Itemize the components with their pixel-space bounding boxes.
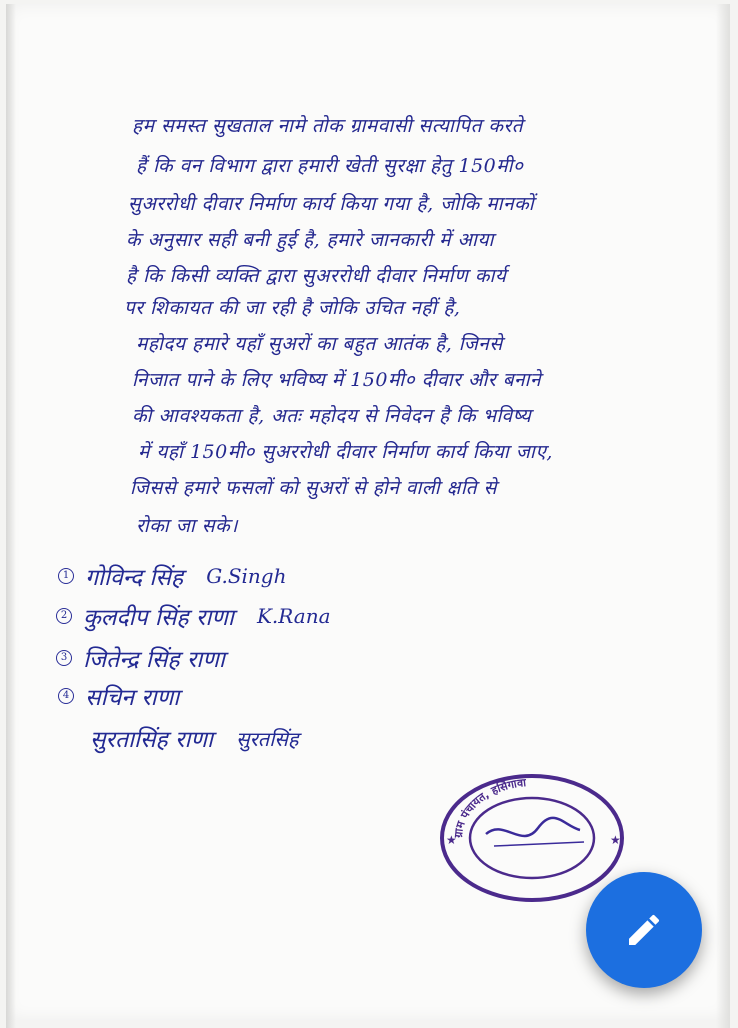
letter-line: के अनुसार सही बनी हुई है, हमारे जानकारी में आया (126, 229, 494, 251)
signatory-signature: G.Singh (206, 564, 287, 588)
letter-line: निजात पाने के लिए भविष्य में 150मी० दीवार और बनाने (132, 369, 542, 391)
signatory-number: 1 (58, 568, 74, 584)
svg-text:★: ★ (610, 833, 621, 847)
letter-line: महोदय हमारे यहाँ सुअरों का बहुत आतंक है, जिनसे (136, 333, 503, 355)
signatory-3 (56, 642, 243, 674)
signatory-name: गोविन्द सिंह (85, 565, 184, 591)
signatory-signature: सुरतसिंह (236, 726, 299, 751)
signatory-4 (58, 680, 197, 712)
letter-line: रोका जा सके। (136, 515, 238, 537)
letter-line: की आवश्यकता है, अतः महोदय से निवेदन है कि भविष्य (132, 405, 532, 427)
letter-line: है कि किसी व्यक्ति द्वारा सुअररोधी दीवार निर्माण कार्य (126, 265, 507, 287)
stamp-text: ग्राम पंचायत, हर्सिगावा (451, 776, 527, 839)
signatory-number: 2 (56, 608, 72, 624)
signatory-name: सचिन राणा (85, 685, 180, 711)
letter-line: पर शिकायत की जा रही है जोकि उचित नहीं है, (124, 297, 461, 319)
letter-line: हैं कि वन विभाग द्वारा हमारी खेती सुरक्षा हेतु 150मी० (136, 155, 524, 177)
letter-line: में यहाँ 150मी० सुअररोधी दीवार निर्माण कार्य किया जाए, (138, 441, 553, 463)
signatory-1 (58, 560, 287, 592)
letter-paper (6, 4, 730, 1020)
letter-line: हम समस्त सुखताल नामे तोक ग्रामवासी सत्यापित करते (132, 115, 524, 137)
pencil-icon (624, 910, 664, 950)
signatory-2 (56, 600, 331, 632)
signatory-signature: K.Rana (256, 604, 331, 628)
official-stamp (434, 768, 630, 908)
svg-text:★: ★ (446, 833, 457, 847)
signatory-name: सुरतासिंह राणा (90, 727, 214, 753)
signatory-number: 3 (56, 650, 72, 666)
edit-fab-button[interactable] (586, 872, 702, 988)
signatory-number: 4 (58, 688, 74, 704)
letter-line: जिससे हमारे फसलों को सुअरों से होने वाली क्षति से (130, 477, 497, 499)
letter-line: सुअररोधी दीवार निर्माण कार्य किया गया है, जोकि मानकों (128, 193, 535, 215)
paper-edge-right (716, 4, 730, 1028)
signatory-name: कुलदीप सिंह राणा (83, 605, 234, 631)
paper-edge-left (6, 4, 16, 1028)
signatory-5 (90, 722, 299, 754)
signatory-name: जितेन्द्र सिंह राणा (83, 647, 225, 673)
